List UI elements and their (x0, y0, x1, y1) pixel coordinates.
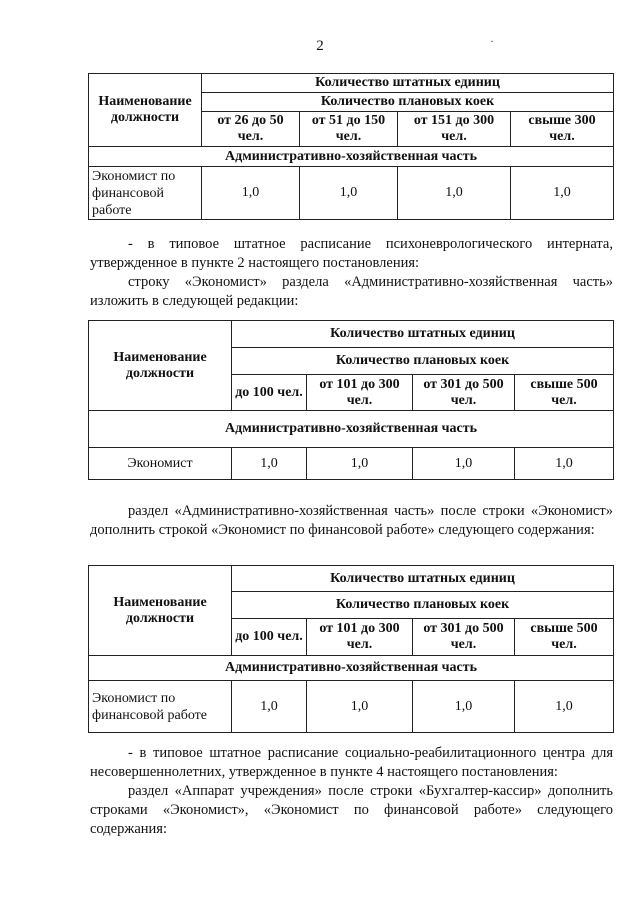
staff-value: 1,0 (232, 681, 307, 733)
bed-range: свыше 300 чел. (511, 112, 614, 147)
bed-range: свыше 500 чел. (515, 619, 614, 656)
page-number: 2 (316, 38, 324, 54)
header-staff-units: Количество штатных единиц (232, 321, 614, 348)
staff-table-2 (88, 320, 614, 480)
staff-value: 1,0 (307, 681, 413, 733)
header-planned-beds: Количество плановых коек (202, 93, 614, 112)
header-position: Наименование должности (89, 74, 202, 147)
paragraph-3-line-1: - в типовое штатное расписание социально-реабилитационного центра для несовершеннолетних, утвержденное в пункте 4 настоящего постановления: (90, 745, 613, 780)
bed-range: до 100 чел. (232, 619, 307, 656)
staff-value: 1,0 (413, 448, 515, 480)
bed-range: от 301 до 500 чел. (413, 619, 515, 656)
bed-range: от 51 до 150 чел. (300, 112, 398, 147)
bed-range: от 101 до 300 чел. (307, 619, 413, 656)
staff-value: 1,0 (232, 448, 307, 480)
bed-range: свыше 500 чел. (515, 375, 614, 411)
staff-value: 1,0 (515, 681, 614, 733)
scan-speck: · (490, 34, 494, 48)
bed-range: от 26 до 50 чел. (202, 112, 300, 147)
header-staff-units: Количество штатных единиц (232, 566, 614, 592)
header-position: Наименование должности (89, 321, 232, 411)
staff-table-1 (88, 73, 614, 220)
header-planned-beds: Количество плановых коек (232, 592, 614, 619)
bed-range: до 100 чел. (232, 375, 307, 411)
paragraph-1-line-2: строку «Экономист» раздела «Административно-хозяйственная часть» изложить в следующей редакции: (90, 274, 613, 309)
section-title: Административно-хозяйственная часть (89, 411, 614, 448)
bed-range: от 151 до 300 чел. (398, 112, 511, 147)
staff-value: 1,0 (300, 167, 398, 220)
position-name: Экономист по финансовой работе (89, 167, 202, 220)
header-planned-beds: Количество плановых коек (232, 348, 614, 375)
bed-range: от 101 до 300 чел. (307, 375, 413, 411)
section-title: Административно-хозяйственная часть (89, 147, 614, 167)
position-name: Экономист по финансовой работе (89, 681, 232, 733)
header-staff-units: Количество штатных единиц (202, 74, 614, 93)
staff-table-3 (88, 565, 614, 733)
staff-value: 1,0 (413, 681, 515, 733)
staff-value: 1,0 (398, 167, 511, 220)
position-name: Экономист (89, 448, 232, 480)
paragraph-2: раздел «Административно-хозяйственная часть» после строки «Экономист» дополнить строкой «Экономист по финансовой работе» следующего содержания: (90, 503, 613, 538)
staff-value: 1,0 (511, 167, 614, 220)
paragraph-1-line-1: - в типовое штатное расписание психоневрологического интерната, утвержденное в пункте 2 настоящего постановления: (90, 236, 613, 271)
bed-range: от 301 до 500 чел. (413, 375, 515, 411)
header-position: Наименование должности (89, 566, 232, 656)
staff-value: 1,0 (307, 448, 413, 480)
staff-value: 1,0 (515, 448, 614, 480)
paragraph-3-line-2: раздел «Аппарат учреждения» после строки «Бухгалтер-кассир» дополнить строками «Экономист», «Экономист по финансовой работе» следующего содержания: (90, 783, 613, 837)
staff-value: 1,0 (202, 167, 300, 220)
section-title: Административно-хозяйственная часть (89, 656, 614, 681)
